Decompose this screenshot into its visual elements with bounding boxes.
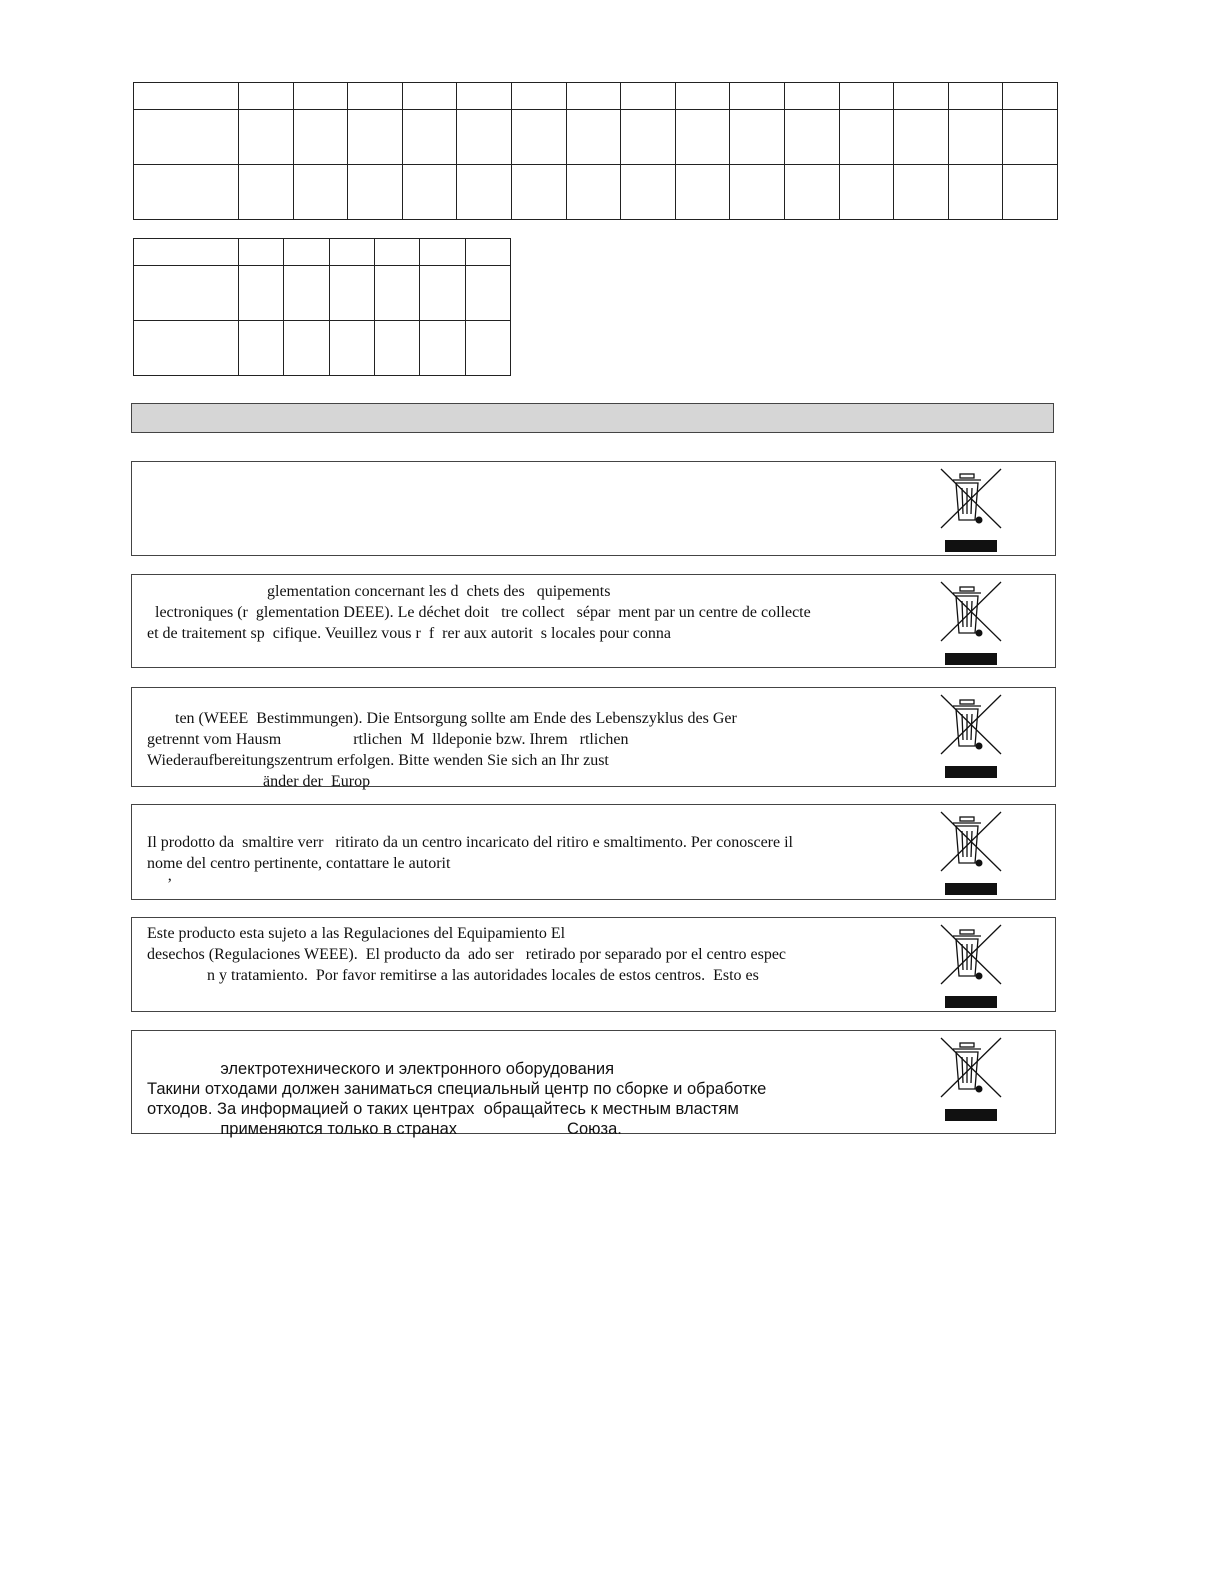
table-cell <box>511 165 566 220</box>
table-cell <box>784 83 839 110</box>
table-cell <box>948 83 1003 110</box>
table-cell <box>402 165 457 220</box>
table-cell <box>239 83 294 110</box>
table-cell <box>1003 165 1058 220</box>
table-cell <box>420 321 465 376</box>
table-cell <box>730 165 785 220</box>
weee-bin-icon <box>935 809 1007 897</box>
table-cell <box>329 321 374 376</box>
notice-text <box>147 811 890 895</box>
table-cell <box>948 165 1003 220</box>
table-cell <box>621 83 676 110</box>
notice-line: desechos (Regulaciones WEEE). El producto da ado ser retirado por separado por el centro espec <box>147 946 787 963</box>
notice-line: Такини отходами должен заниматься специальный центр по сборке и обработке <box>147 1080 767 1098</box>
table-cell <box>457 83 512 110</box>
table-cell <box>457 165 512 220</box>
table-cell <box>894 110 949 165</box>
notice-line: glementation concernant les d chets des quipements <box>147 583 611 600</box>
notice-line: n y tratamiento. Por favor remitirse a las autoridades locales de estos centros. Esto es <box>147 967 759 984</box>
table-cell <box>730 83 785 110</box>
notice-line: применяются только в странах Союза. <box>147 1120 622 1138</box>
table-cell <box>730 110 785 165</box>
table-cell <box>348 83 403 110</box>
notice-line: электротехнического и электронного оборудования <box>147 1060 615 1078</box>
weee-bin-icon <box>935 579 1007 667</box>
table-cell <box>284 321 329 376</box>
table-cell <box>457 110 512 165</box>
weee-bin-icon <box>935 692 1007 780</box>
table-cell <box>239 239 284 266</box>
weee-notice-en <box>131 461 1056 556</box>
table-row <box>134 165 1058 220</box>
notice-line: Il prodotto da smaltire verr ritirato da un centro incaricato del ritiro e smaltimento. Per conoscere il <box>147 834 793 851</box>
notice-line: et de traitement sp cifique. Veuillez vous r f rer aux autorit s locales pour conna <box>147 625 671 642</box>
notice-text <box>147 1039 890 1139</box>
spec-table-2 <box>133 238 511 376</box>
table-row <box>134 83 1058 110</box>
table-cell <box>675 83 730 110</box>
weee-notice-es <box>131 917 1056 1012</box>
table-cell <box>566 110 621 165</box>
table-cell <box>465 266 510 321</box>
table-cell <box>402 83 457 110</box>
table-cell <box>284 239 329 266</box>
table-cell <box>839 110 894 165</box>
notice-line: lectroniques (r glementation DEEE). Le déchet doit tre collect sépar ment par un centre de collecte <box>147 604 811 621</box>
table-cell <box>239 266 284 321</box>
table-cell <box>284 266 329 321</box>
table-cell <box>465 239 510 266</box>
table-cell <box>239 110 294 165</box>
table-cell <box>374 239 419 266</box>
table-cell <box>348 110 403 165</box>
table-cell <box>134 83 239 110</box>
notice-line: nome del centro pertinente, contattare le autorit <box>147 855 451 872</box>
weee-bin-icon <box>935 1035 1007 1123</box>
table-cell <box>894 83 949 110</box>
notice-text <box>147 708 890 792</box>
table-cell <box>566 165 621 220</box>
table-cell <box>621 165 676 220</box>
table-cell <box>511 83 566 110</box>
table-cell <box>239 165 294 220</box>
table-cell <box>239 321 284 376</box>
table-cell <box>1003 83 1058 110</box>
table-cell <box>420 266 465 321</box>
table-cell <box>402 110 457 165</box>
table-cell <box>465 321 510 376</box>
notice-line: getrennt vom Hausm rtlichen M lldeponie bzw. Ihrem rtlichen <box>147 731 629 748</box>
weee-bin-icon <box>935 922 1007 1010</box>
spec-table-1 <box>133 82 1058 220</box>
table-cell <box>420 239 465 266</box>
weee-bin-icon <box>935 466 1007 554</box>
table-cell <box>374 321 419 376</box>
weee-notice-ru <box>131 1030 1056 1138</box>
table-cell <box>134 239 239 266</box>
table-cell <box>621 110 676 165</box>
table-cell <box>348 165 403 220</box>
weee-notice-fr <box>131 574 1056 668</box>
table-cell <box>784 165 839 220</box>
notice-line <box>147 1039 890 1059</box>
table-row <box>134 239 511 266</box>
table-cell <box>134 266 239 321</box>
table-cell <box>511 110 566 165</box>
table-cell <box>784 110 839 165</box>
table-cell <box>329 266 374 321</box>
table-cell <box>293 110 348 165</box>
table-cell <box>134 110 239 165</box>
table-cell <box>894 165 949 220</box>
weee-notice-it <box>131 804 1056 900</box>
table-row <box>134 110 1058 165</box>
weee-notice-de <box>131 687 1056 790</box>
table-row <box>134 266 511 321</box>
notice-line: Este producto esta sujeto a las Regulaciones del Equipamiento El <box>147 925 566 942</box>
table-cell <box>675 165 730 220</box>
notice-line <box>147 811 890 832</box>
table-cell <box>839 83 894 110</box>
table-cell <box>675 110 730 165</box>
notice-line: ten (WEEE Bestimmungen). Die Entsorgung sollte am Ende des Lebenszyklus des Ger <box>147 710 737 727</box>
notice-line: änder der Europ <box>147 773 371 790</box>
table-cell <box>134 165 239 220</box>
notice-line: ’ <box>147 876 173 893</box>
section-heading-band <box>131 403 1054 433</box>
table-row <box>134 321 511 376</box>
table-cell <box>134 321 239 376</box>
table-cell <box>293 83 348 110</box>
table-cell <box>566 83 621 110</box>
table-cell <box>948 110 1003 165</box>
table-cell <box>329 239 374 266</box>
table-cell <box>839 165 894 220</box>
notice-line: Wiederaufbereitungszentrum erfolgen. Bitte wenden Sie sich an Ihr zust <box>147 752 609 769</box>
table-cell <box>374 266 419 321</box>
notice-text <box>147 923 890 986</box>
table-cell <box>1003 110 1058 165</box>
notice-line: отходов. За информацией о таких центрах обращайтесь к местным властям <box>147 1100 739 1118</box>
table-cell <box>293 165 348 220</box>
notice-text <box>147 581 890 644</box>
